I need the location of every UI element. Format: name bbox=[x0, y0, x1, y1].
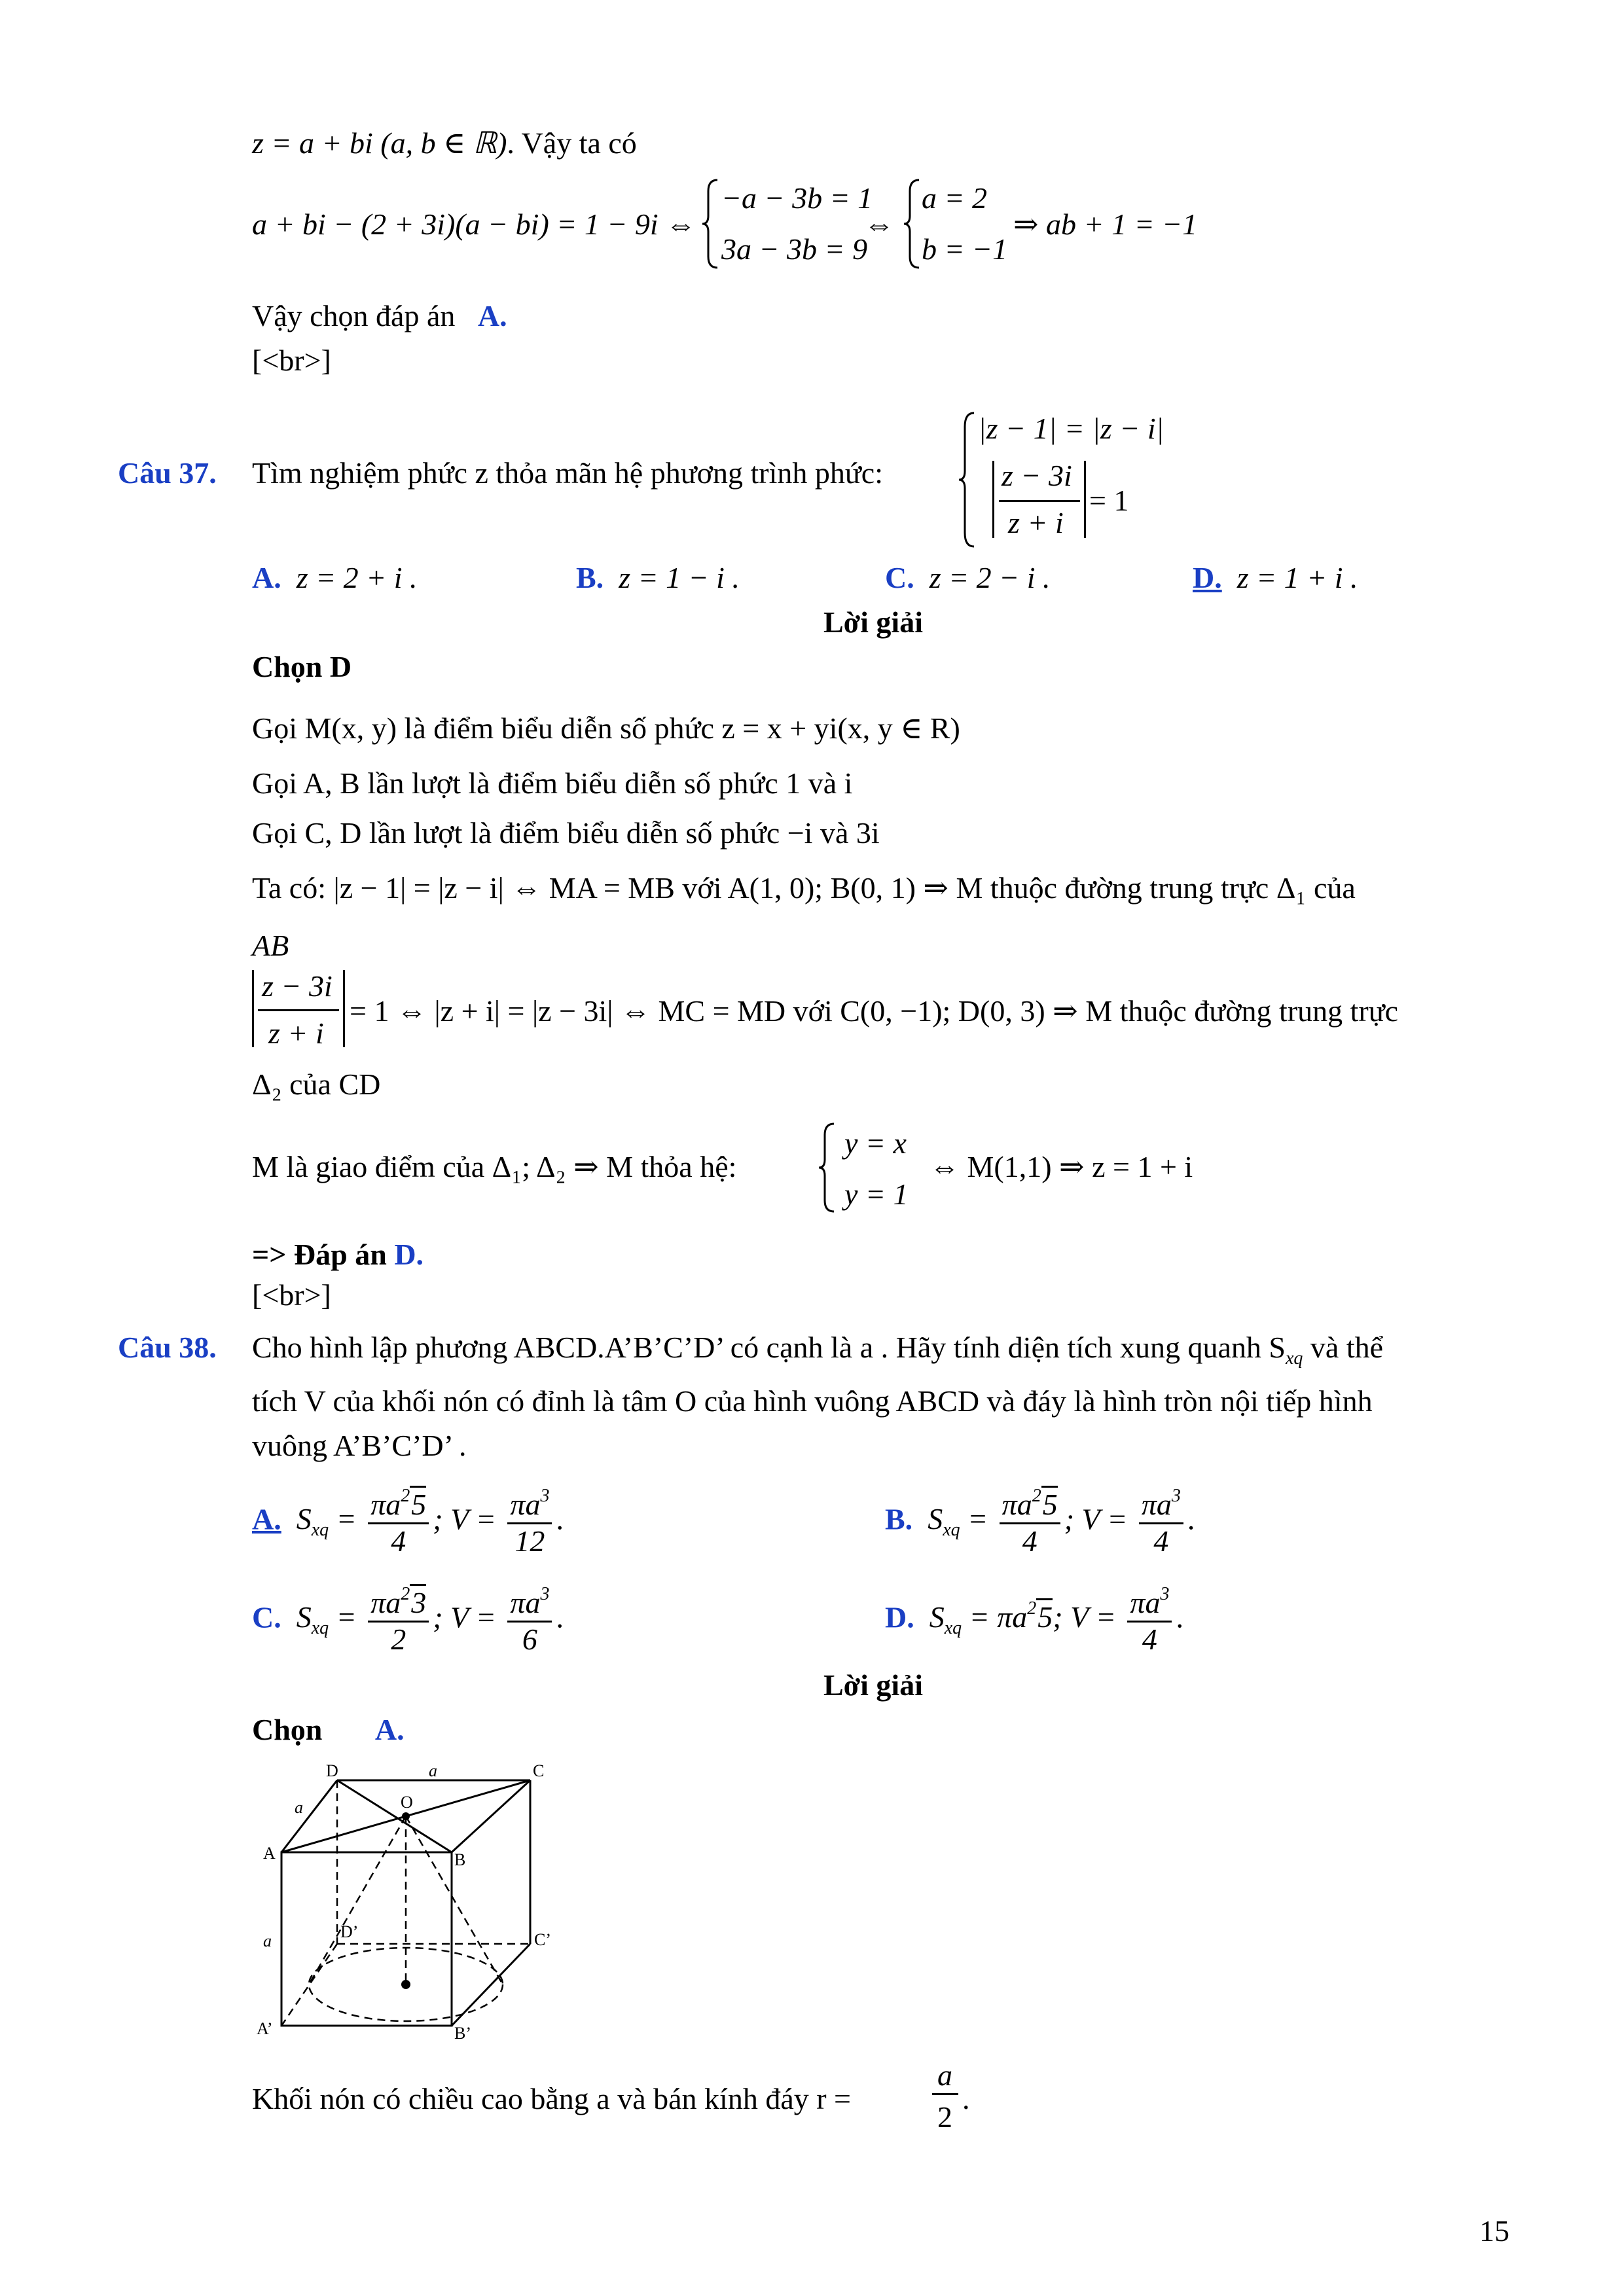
q38-option-b[interactable]: B. $S_{xq}$ = $\frac{\pi a^25}{4}$ ; V = $\frac{\pi a^3}{4}$ . bbox=[885, 1486, 1195, 1558]
top-result: ⇒ ab + 1 = −1 bbox=[1013, 207, 1198, 241]
fig-label-b2: B’ bbox=[454, 2024, 471, 2043]
sys2-b: b = −1 bbox=[922, 232, 1008, 266]
q38-option-d[interactable]: D. $S_{xq} = \pi a^25$; V = $\frac{\pi a^3}{4}$ . bbox=[885, 1584, 1183, 1656]
cube-cone-figure bbox=[249, 1761, 589, 2049]
q37-line5: AB bbox=[252, 929, 289, 962]
top-choose: Vậy chọn đáp án A. bbox=[252, 299, 507, 332]
fig-label-a-top: a bbox=[429, 1761, 437, 1780]
q37-frac-den: z + i bbox=[1008, 506, 1064, 539]
q37-line3: Gọi C, D lần lượt là điểm biểu diễn số phức −i và 3i bbox=[252, 816, 880, 850]
fig-label-a-side: a bbox=[263, 1931, 272, 1950]
sys1-a: −a − 3b = 1 bbox=[721, 181, 873, 215]
brace-1 bbox=[700, 178, 720, 270]
abs-bar-right bbox=[1084, 461, 1086, 538]
q37-solution-title: Lời giải bbox=[823, 605, 923, 639]
q37-brace bbox=[957, 411, 977, 548]
q37-line6-frac bbox=[258, 1009, 339, 1011]
q38-final-line: Khối nón có chiều cao bằng a và bán kính đáy r = bbox=[252, 2082, 851, 2115]
q38-final-den: 2 bbox=[937, 2100, 952, 2134]
q37-text: Tìm nghiệm phức z thỏa mãn hệ phương trình phức: bbox=[252, 456, 883, 490]
fig-label-a2: A’ bbox=[257, 2019, 273, 2038]
br-1: [<br>] bbox=[252, 344, 331, 377]
q37-line4: Ta có: |z − 1| = |z − i| ⇔ MA = MB với A(1, 0); B(0, 1) ⇒ M thuộc đường trung trực Δ₁ của bbox=[252, 871, 1356, 905]
q37-line2: Gọi A, B lần lượt là điểm biểu diễn số phức 1 và i bbox=[252, 766, 853, 800]
q37-line1: Gọi M(x, y) là điểm biểu diễn số phức z = x + yi(x, y ∈ R) bbox=[252, 711, 960, 745]
q37-frac-num: z − 3i bbox=[1001, 459, 1072, 492]
top-eq-left: a + bi − (2 + 3i)(a − bi) = 1 − 9i ⇔ bbox=[252, 207, 696, 241]
q37-answer: => Đáp án D. bbox=[252, 1238, 424, 1271]
q37-line6-den: z + i bbox=[268, 1016, 324, 1050]
q38-final-num: a bbox=[937, 2058, 952, 2092]
brace-2 bbox=[902, 178, 922, 270]
q37-option-d[interactable]: D. z = 1 + i . bbox=[1193, 561, 1358, 594]
q37-abs-right bbox=[343, 970, 345, 1047]
q37-option-b[interactable]: B. z = 1 − i . bbox=[576, 561, 740, 594]
iff-sign: ⇔ bbox=[864, 207, 894, 241]
q37-number: Câu 37. bbox=[118, 456, 217, 490]
q37-sys-a: |z − 1| = |z − i| bbox=[978, 412, 1164, 445]
q38-solution-title: Lời giải bbox=[823, 1668, 923, 1702]
q37-line8-right: ⇔ M(1,1) ⇒ z = 1 + i bbox=[929, 1150, 1193, 1183]
q37-choose: Chọn D bbox=[252, 650, 352, 683]
q37-eq-one: = 1 bbox=[1089, 484, 1129, 517]
q37-option-c[interactable]: C. z = 2 − i . bbox=[885, 561, 1051, 594]
fig-label-b: B bbox=[454, 1850, 466, 1869]
q38-final-frac bbox=[932, 2093, 958, 2095]
q38-option-a[interactable]: A. $S_{xq}$ = $\frac{\pi a^25}{4}$ ; V = $\frac{\pi a^3}{12}$ . bbox=[252, 1486, 564, 1558]
q38-option-c[interactable]: C. $S_{xq}$ = $\frac{\pi a^23}{2}$ ; V = $\frac{\pi a^3}{6}$ . bbox=[252, 1584, 564, 1656]
q37-option-a[interactable]: A. z = 2 + i . bbox=[252, 561, 418, 594]
fig-label-a-left: a bbox=[295, 1798, 303, 1817]
q37-line7: Δ₂ của CD bbox=[252, 1067, 381, 1101]
top-line1: z = a + bi (a, b ∈ ℝ). Vậy ta có bbox=[252, 126, 637, 160]
sys1-b: 3a − 3b = 9 bbox=[721, 232, 868, 266]
q37-line6-rest: = 1 ⇔ |z + i| = |z − 3i| ⇔ MC = MD với C(0, −1); D(0, 3) ⇒ M thuộc đường trung trực bbox=[350, 994, 1399, 1028]
q38-line2: tích V của khối nón có đỉnh là tâm O của hình vuông ABCD và đáy là hình tròn nội tiếp hình bbox=[252, 1384, 1373, 1418]
fig-label-o: O bbox=[401, 1793, 413, 1812]
q37-abs-left bbox=[252, 970, 254, 1047]
q38-final-period: . bbox=[962, 2082, 970, 2115]
fig-label-c: C bbox=[533, 1761, 545, 1780]
q37-line8-brace bbox=[817, 1122, 837, 1213]
page-number: 15 bbox=[1479, 2214, 1509, 2248]
br-2: [<br>] bbox=[252, 1278, 331, 1312]
q37-line8-left: M là giao điểm của Δ₁; Δ₂ ⇒ M thỏa hệ: bbox=[252, 1150, 737, 1183]
q38-line3: vuông A’B’C’D’ . bbox=[252, 1429, 467, 1462]
q38-number: Câu 38. bbox=[118, 1331, 217, 1364]
fig-label-a: A bbox=[263, 1844, 276, 1863]
abs-bar-left bbox=[992, 461, 994, 538]
fig-label-d2: D’ bbox=[340, 1922, 359, 1941]
q38-choose: Chọn A. bbox=[252, 1713, 405, 1746]
q37-line8-sys-a: y = x bbox=[844, 1126, 907, 1160]
fig-label-d: D bbox=[326, 1761, 338, 1780]
q37-line8-sys-b: y = 1 bbox=[844, 1177, 909, 1211]
q38-line1: Cho hình lập phương ABCD.A’B’C’D’ có cạnh là a . Hãy tính diện tích xung quanh $S_{xq}$ và thể bbox=[252, 1331, 1384, 1369]
fig-label-c2: C’ bbox=[534, 1930, 551, 1949]
q37-frac-line bbox=[999, 500, 1080, 502]
q37-line6-num: z − 3i bbox=[262, 969, 333, 1003]
sys2-a: a = 2 bbox=[922, 181, 988, 215]
